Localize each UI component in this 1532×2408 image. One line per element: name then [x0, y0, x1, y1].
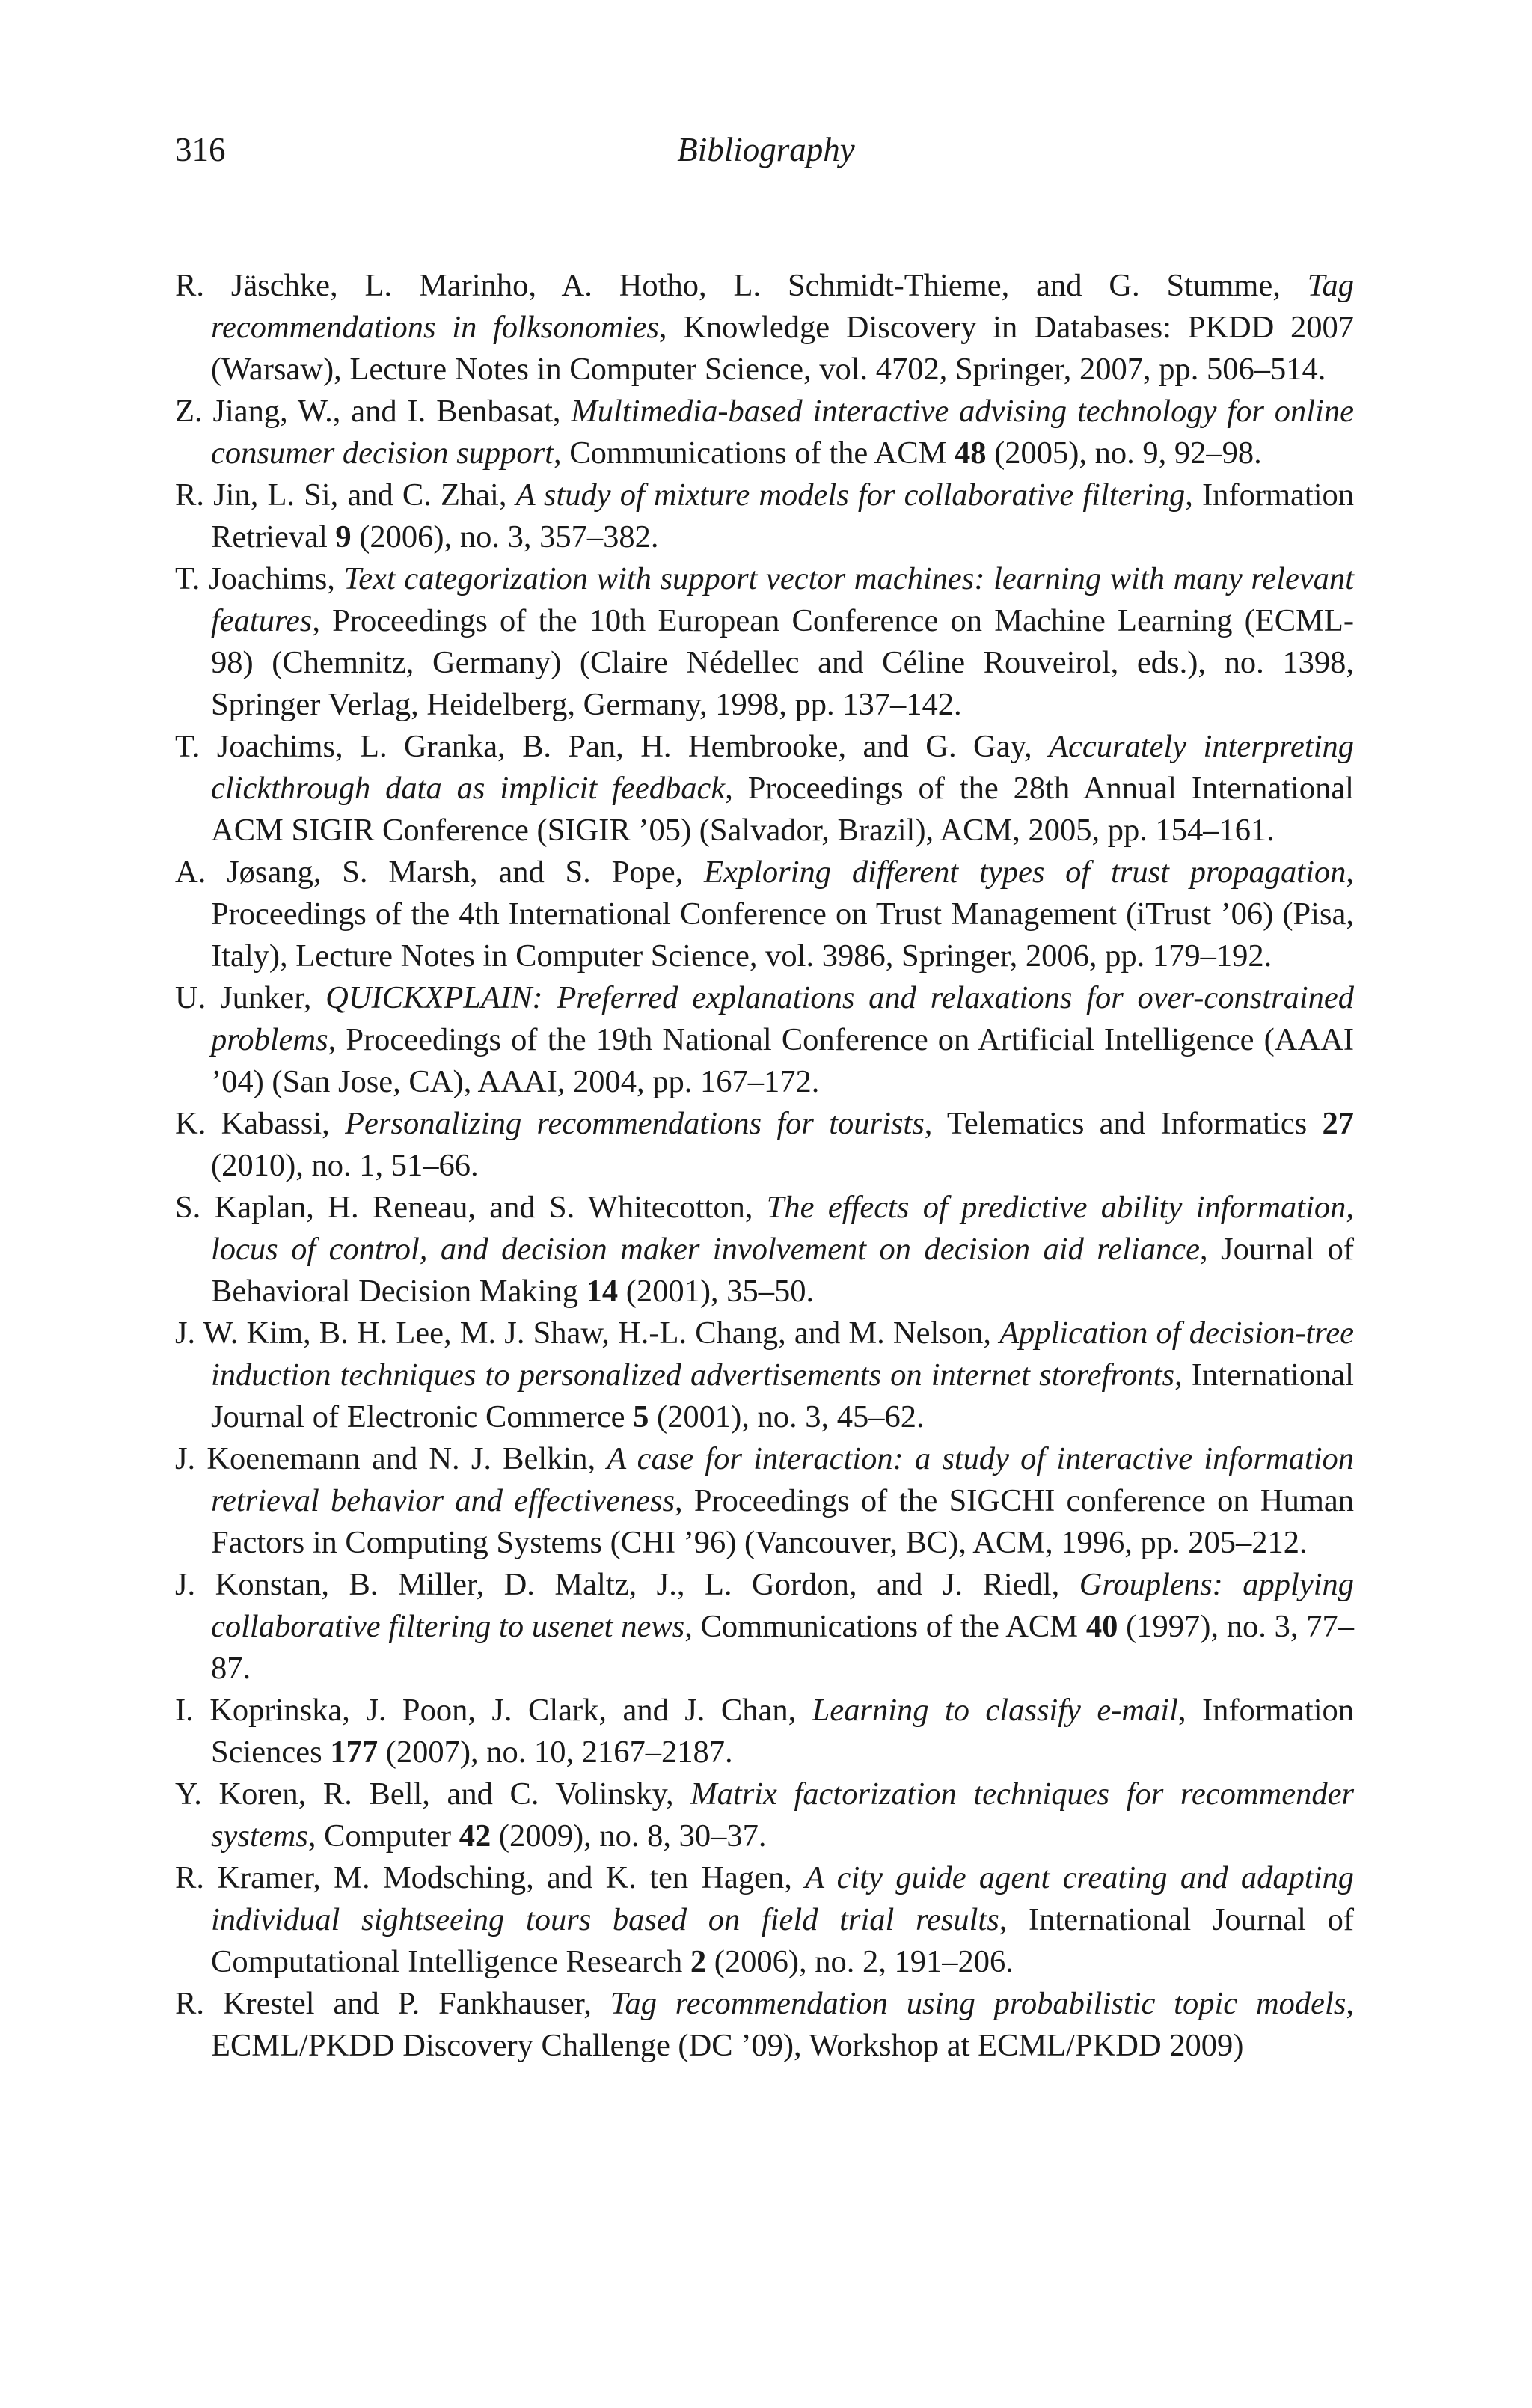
entry-authors: R. Krestel and P. Fankhauser, [175, 1986, 592, 2021]
page-header [0, 0, 1532, 180]
entry-authors: T. Joachims, L. Granka, B. Pan, H. Hembrooke, and G. Gay, [175, 729, 1032, 764]
entry-authors: R. Jäschke, L. Marinho, A. Hotho, L. Schmidt-Thieme, and G. Stumme, [175, 268, 1281, 303]
entry-source: , Journal of Behavioral Decision Making [211, 1232, 1354, 1309]
entry-details: (2005), no. 9, 92–98. [986, 436, 1262, 471]
bibliography-entry [175, 977, 1354, 1103]
entry-authors: A. Jøsang, S. Marsh, and S. Pope, [175, 855, 684, 890]
entry-title: Personalizing recommendations for tourists [345, 1106, 925, 1141]
entry-details: (2006), no. 3, 357–382. [351, 519, 659, 554]
entry-title: Accurately interpreting clickthrough data as implicit feedback [211, 729, 1354, 806]
entry-source: , Computer [307, 1818, 459, 1854]
entry-title: A case for interaction: a study of interactive information retrieval behavior and effectiveness [211, 1441, 1355, 1518]
entry-volume: 14 [586, 1274, 619, 1309]
entry-authors: S. Kaplan, H. Reneau, and S. Whitecotton, [175, 1190, 753, 1225]
entry-authors: U. Junker, [175, 980, 312, 1015]
entry-volume: 2 [690, 1944, 707, 1979]
entry-title: Learning to classify e-mail [812, 1693, 1178, 1728]
bibliography-list [175, 265, 1354, 2067]
bibliography-entry [175, 1313, 1354, 1438]
entry-details: (2010), no. 1, 51–66. [211, 1148, 479, 1183]
entry-title: Tag recommendations in folksonomies [211, 268, 1354, 345]
bibliography-entry [175, 1564, 1354, 1690]
entry-source: , ECML/PKDD Discovery Challenge (DC ’09), Workshop at ECML/PKDD 2009) [211, 1986, 1355, 2063]
running-title: Bibliography [677, 131, 855, 168]
entry-authors: Y. Koren, R. Bell, and C. Volinsky, [175, 1776, 674, 1812]
entry-title: Multimedia-based interactive advising technology for online consumer decision support [211, 394, 1355, 471]
bibliography-entry [175, 726, 1354, 852]
entry-title: A study of mixture models for collaborative filtering [515, 477, 1186, 513]
entry-source: , Proceedings of the 10th European Conference on Machine Learning (ECML-98) (Chemnitz, Germany) (Claire Nédellec and Céline Rouveirol, eds.), no. 1398, Springer Verlag, Heidelberg, Germany, 1998, pp. 137–142. [211, 603, 1354, 722]
entry-source: , Proceedings of the 19th National Conference on Artificial Intelligence (AAAI ’04) (San Jose, CA), AAAI, 2004, pp. 167–172. [211, 1022, 1354, 1099]
entry-source: , International Journal of Computational Intelligence Research [211, 1902, 1354, 1979]
entry-title: Grouplens: applying collaborative filtering to usenet news [211, 1567, 1355, 1644]
entry-title: QUICKXPLAIN: Preferred explanations and relaxations for over-constrained problems [211, 980, 1355, 1057]
entry-authors: T. Joachims, [175, 561, 335, 596]
entry-title: A city guide agent creating and adapting individual sightseeing tours based on field trial results [211, 1860, 1354, 1937]
entry-title: Exploring different types of trust propagation [704, 855, 1346, 890]
bibliography-entry [175, 1103, 1354, 1187]
bibliography-entry [175, 1773, 1354, 1857]
entry-source: , Telematics and Informatics [924, 1106, 1323, 1141]
bibliography-entry [175, 265, 1354, 391]
entry-source: , Information Sciences [211, 1693, 1354, 1770]
entry-source: , Knowledge Discovery in Databases: PKDD 2007 (Warsaw), Lecture Notes in Computer Science, vol. 4702, Springer, 2007, pp. 506–514. [211, 310, 1355, 387]
entry-source: , Proceedings of the 4th International Conference on Trust Management (iTrust ’06) (Pisa, Italy), Lecture Notes in Computer Science, vol. 3986, Springer, 2006, pp. 179–192. [211, 855, 1354, 974]
entry-volume: 177 [330, 1735, 379, 1770]
entry-authors: J. W. Kim, B. H. Lee, M. J. Shaw, H.-L. Chang, and M. Nelson, [175, 1315, 991, 1351]
bibliography-entry [175, 1857, 1354, 1983]
entry-authors: R. Jin, L. Si, and C. Zhai, [175, 477, 507, 513]
entry-authors: J. Konstan, B. Miller, D. Maltz, J., L. Gordon, and J. Riedl, [175, 1567, 1060, 1602]
entry-source: , Communications of the ACM [554, 436, 955, 471]
entry-title: Application of decision-tree induction techniques to personalized advertisements on internet storefronts [211, 1315, 1354, 1393]
entry-title: The effects of predictive ability information, locus of control, and decision maker involvement on decision aid reliance [211, 1190, 1354, 1267]
entry-details: (2009), no. 8, 30–37. [491, 1818, 767, 1854]
bibliography-entry [175, 558, 1354, 726]
bibliography-entry [175, 1983, 1354, 2067]
entry-details: (2007), no. 10, 2167–2187. [378, 1735, 733, 1770]
entry-details: (2001), no. 3, 45–62. [649, 1399, 925, 1434]
entry-volume: 40 [1085, 1609, 1118, 1644]
entry-title: Text categorization with support vector machines: learning with many relevant features [211, 561, 1354, 638]
bibliography-entry [175, 391, 1354, 474]
bibliography-entry [175, 1187, 1354, 1313]
entry-title: Matrix factorization techniques for recommender systems [211, 1776, 1355, 1854]
entry-details: (2006), no. 2, 191–206. [706, 1944, 1014, 1979]
entry-authors: Z. Jiang, W., and I. Benbasat, [175, 394, 561, 429]
entry-volume: 48 [955, 436, 987, 471]
entry-volume: 9 [335, 519, 352, 554]
bibliography-entry [175, 1690, 1354, 1773]
entry-source: , Communications of the ACM [684, 1609, 1086, 1644]
bibliography-entry [175, 852, 1354, 977]
bibliography-entry [175, 1438, 1354, 1564]
entry-source: , Proceedings of the 28th Annual International ACM SIGIR Conference (SIGIR ’05) (Salvador, Brazil), ACM, 2005, pp. 154–161. [211, 771, 1354, 848]
entry-volume: 42 [459, 1818, 491, 1854]
entry-authors: R. Kramer, M. Modsching, and K. ten Hagen, [175, 1860, 792, 1895]
entry-source: , Information Retrieval [211, 477, 1355, 554]
entry-source: , International Journal of Electronic Commerce [211, 1357, 1354, 1434]
entry-volume: 5 [633, 1399, 649, 1434]
page-number: 316 [175, 131, 226, 168]
entry-authors: K. Kabassi, [175, 1106, 330, 1141]
entry-volume: 27 [1322, 1106, 1355, 1141]
entry-title: Tag recommendation using probabilistic topic models [610, 1986, 1346, 2021]
entry-details: (2001), 35–50. [618, 1274, 815, 1309]
entry-details: (1997), no. 3, 77–87. [211, 1609, 1355, 1686]
entry-authors: I. Koprinska, J. Poon, J. Clark, and J. Chan, [175, 1693, 797, 1728]
entry-source: , Proceedings of the SIGCHI conference on Human Factors in Computing Systems (CHI ’96) (Vancouver, BC), ACM, 1996, pp. 205–212. [211, 1483, 1354, 1560]
bibliography-entry [175, 474, 1354, 558]
entry-authors: J. Koenemann and N. J. Belkin, [175, 1441, 596, 1476]
